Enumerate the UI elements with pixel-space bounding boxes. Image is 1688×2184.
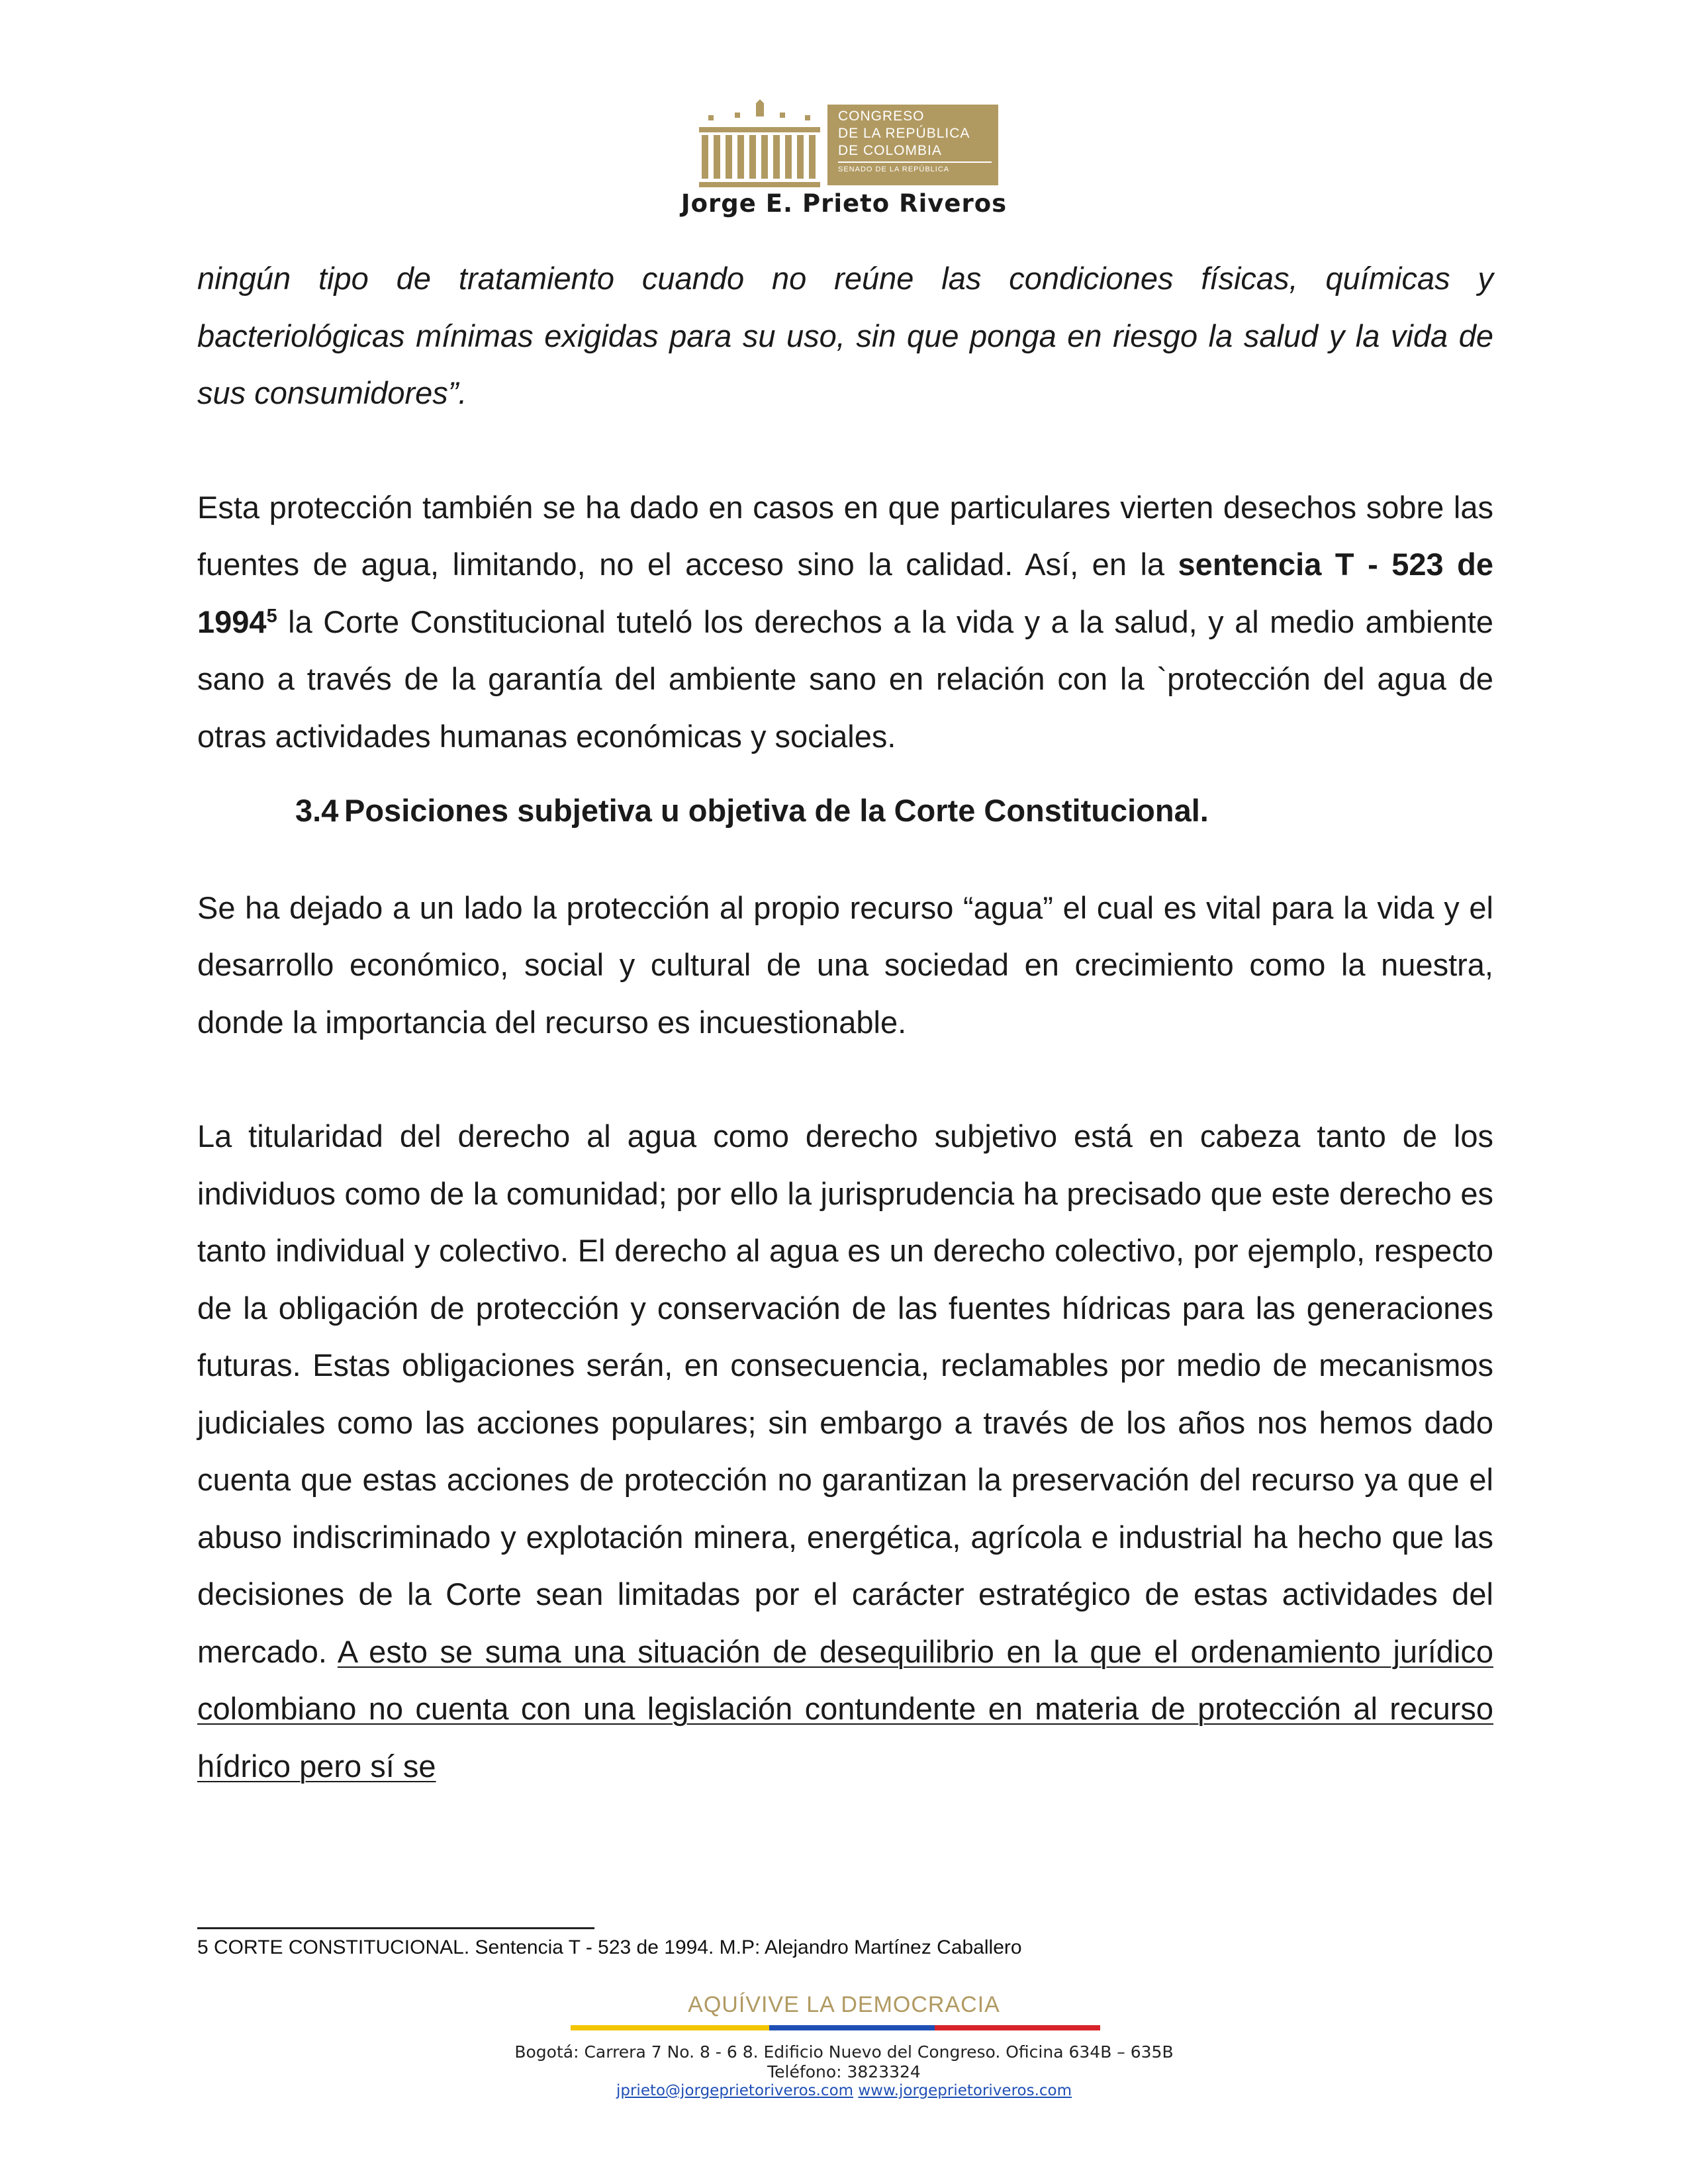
paragraph-text: Esta protección también se ha dado en casos en que particulares vierten desechos sobre las fuentes de agua, limitando, no el acceso sino la calidad. Así, en la — [197, 489, 1493, 582]
capitol-building-icon — [695, 99, 824, 189]
footnote-marker[interactable]: 5 — [266, 605, 277, 627]
paragraph-text: la Corte Constitucional tuteló los derechos a la vida y a la salud, y al medio ambiente sano a través de la garantía del ambiente sano en relación con la `protección del agua de otras actividades humanas económicas y sociales. — [197, 604, 1493, 754]
logo-line-4: SENADO DE LA REPÚBLICA — [838, 165, 950, 173]
document-body — [197, 250, 1493, 1795]
logo-line-2: DE LA REPÚBLICA — [838, 126, 970, 141]
flag-stripes — [571, 2025, 1100, 2030]
congress-name-box — [827, 105, 998, 185]
paragraph-titularidad — [197, 1108, 1493, 1795]
logo-line-3: DE COLOMBIA — [838, 143, 942, 158]
sentencia-reference: sentencia T - 523 de 1994 — [197, 547, 1494, 639]
footer-address: Bogotá: Carrera 7 No. 8 - 6 8. Edificio Nuevo del Congreso. Oficina 634B – 635B — [514, 2042, 1174, 2062]
paragraph-text: La titularidad del derecho al agua como derecho subjetivo está en cabeza tanto de los individuos como de la comunidad; por ello la jurisprudencia ha precisado que este derecho es tanto individual y colectivo. El derecho al agua es un derecho colectivo, por ejemplo, respecto de la obligación de protección y conservación de las fuentes hídricas para las generaciones futuras. Estas obligaciones serán, en consecuencia, reclamables por medio de mecanismos judiciales como las acciones populares; sin embargo a través de los años nos hemos dado cuenta que estas acciones de protección no garantizan la preservación del recurso ya que el abuso indiscriminado y explotación minera, energética, agrícola e industrial ha hecho que las decisiones de la Corte sean limitadas por el carácter estratégico de estas actividades del mercado. — [197, 1118, 1493, 1669]
blue-stripe — [769, 2025, 935, 2030]
author-name: Jorge E. Prieto Riveros — [680, 189, 1008, 218]
logo-divider — [838, 161, 992, 163]
logo-line-1: CONGRESO — [838, 109, 925, 124]
paragraph-sentencia — [197, 479, 1493, 766]
footer-phone: Teléfono: 3823324 — [767, 2062, 921, 2081]
yellow-stripe — [571, 2025, 769, 2030]
congress-logo — [695, 99, 1000, 189]
red-stripe — [935, 2025, 1100, 2030]
paragraph-agua: Se ha dejado a un lado la protección al propio recurso “agua” el cual es vital para la vida y el desarrollo económico, social y cultural de una sociedad en crecimiento como la nuestra, donde la importancia del recurso es incuestionable. — [197, 889, 1493, 1040]
quote-continuation: ningún tipo de tratamiento cuando no reúne las condiciones físicas, químicas y bacteriológicas mínimas exigidas para su uso, sin que ponga en riesgo la salud y la vida de sus consumidores”. — [197, 261, 1493, 410]
section-number: 3.4 — [295, 793, 339, 828]
footnote: 5 CORTE CONSTITUCIONAL. Sentencia T - 523 de 1994. M.P: Alejandro Martínez Caballero — [197, 1936, 1022, 1958]
section-title: Posiciones subjetiva u objetiva de la Corte Constitucional. — [344, 793, 1209, 828]
footer-slogan: AQUÍVIVE LA DEMOCRACIA — [688, 1992, 1000, 2017]
section-heading — [197, 765, 1493, 880]
email-link[interactable]: jprieto@jorgeprietoriveros.com — [616, 2082, 854, 2099]
underlined-text: A esto se suma una situación de desequilibrio en la que el ordenamiento jurídico colombiano no cuenta con una legislación contundente en materia de protección al recurso hídrico pero sí se — [197, 1633, 1493, 1784]
footer-links — [0, 2082, 1688, 2099]
website-link[interactable]: www.jorgeprietoriveros.com — [858, 2082, 1072, 2099]
footnote-separator — [197, 1927, 594, 1929]
